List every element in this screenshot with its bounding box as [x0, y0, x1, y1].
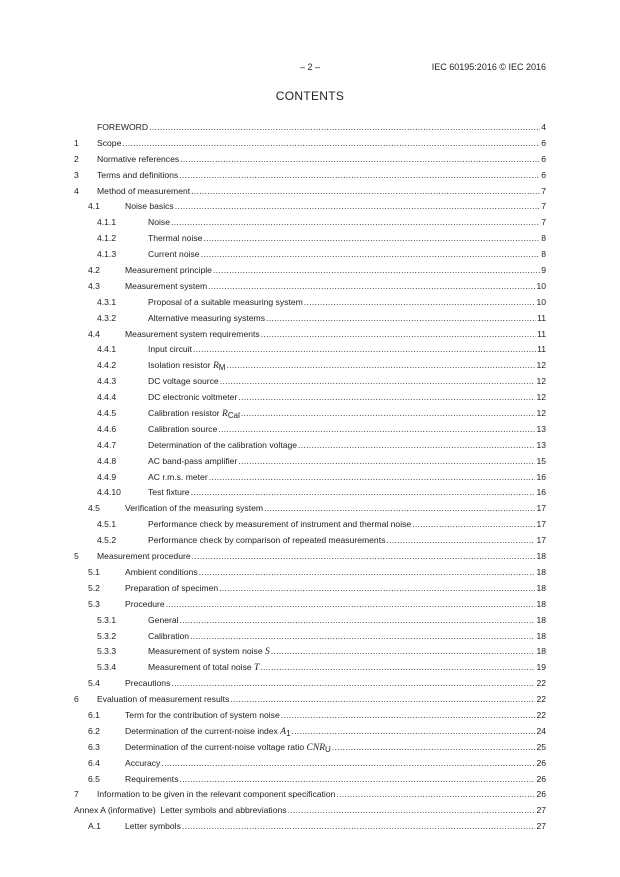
toc-title: Noise basics: [125, 201, 174, 212]
toc-page-number: 12: [536, 376, 546, 387]
dot-leader: [226, 360, 535, 370]
toc-entry[interactable]: [74, 821, 546, 837]
dot-leader: [161, 758, 535, 768]
toc-title: Accuracy: [125, 757, 161, 768]
toc-title: Measurement system requirements: [125, 328, 260, 339]
toc-page-number: 13: [536, 423, 546, 434]
toc-symbol: R: [212, 361, 219, 372]
toc-number: 6: [74, 694, 79, 705]
toc-page-number: 10: [536, 280, 546, 291]
toc-page-number: 7: [541, 185, 546, 196]
toc-number: 4.4.10: [97, 487, 121, 498]
dot-leader: [191, 186, 540, 196]
toc-number: 6.5: [88, 773, 100, 784]
toc-entry[interactable]: [74, 456, 546, 472]
toc-entry[interactable]: [74, 392, 546, 408]
toc-page-number: 10: [536, 296, 546, 307]
toc-title: Measurement principle: [125, 265, 212, 276]
toc-title: Determination of the current-noise voltage ratio $CNR_U$: [125, 741, 331, 754]
toc-entry[interactable]: [74, 472, 546, 488]
toc-number: 4.4.1: [97, 344, 117, 355]
dot-leader: [192, 551, 536, 561]
toc-page-number: 6: [541, 169, 546, 180]
toc-number: 4.1.2: [97, 233, 117, 244]
toc-title: Determination of the current-noise index $A_1$: [125, 725, 291, 738]
toc-entry[interactable]: [74, 344, 546, 360]
toc-number: 5.3: [88, 598, 100, 609]
toc-page-number: 25: [536, 741, 546, 752]
toc-number: 4.5.2: [97, 535, 117, 546]
toc-page-number: 17: [536, 519, 546, 530]
toc-entry[interactable]: [74, 503, 546, 519]
toc-page-number: 8: [541, 249, 546, 260]
toc-page-number: 19: [536, 662, 546, 673]
toc-title: DC electronic voltmeter: [148, 392, 238, 403]
toc-page-number: 24: [536, 725, 546, 736]
table-of-contents: [74, 122, 546, 837]
toc-entry[interactable]: [74, 122, 546, 138]
toc-number: 4.5: [88, 503, 100, 514]
toc-entry[interactable]: [74, 408, 546, 424]
toc-title: Terms and definitions: [97, 169, 179, 180]
toc-number: 4.3.2: [97, 312, 117, 323]
toc-title: Measurement procedure: [97, 551, 191, 562]
toc-title: Isolation resistor $R_M$: [148, 360, 226, 373]
toc-number: 5.4: [88, 678, 100, 689]
toc-number: 5.3.2: [97, 630, 117, 641]
toc-title: Normative references: [97, 153, 180, 164]
toc-title: Ambient conditions: [125, 566, 198, 577]
toc-page-number: 26: [536, 773, 546, 784]
toc-title: Measurement system: [125, 280, 208, 291]
toc-title: DC voltage source: [148, 376, 219, 387]
toc-entry[interactable]: [74, 424, 546, 440]
dot-leader: [298, 440, 535, 450]
toc-symbol-subscript: Cal: [227, 411, 240, 421]
toc-page-number: 4: [541, 122, 546, 132]
toc-entry[interactable]: [74, 694, 546, 710]
dot-leader: [288, 805, 536, 815]
toc-title: Determination of the calibration voltage: [148, 439, 298, 450]
toc-title: Annex A (informative) Letter symbols and abbreviations: [74, 805, 287, 816]
dot-leader: [266, 313, 536, 323]
toc-number: 5.3.3: [97, 646, 117, 657]
toc-title: Thermal noise: [148, 233, 203, 244]
toc-page-number: 18: [536, 614, 546, 625]
dot-leader: [199, 567, 536, 577]
toc-entry[interactable]: [74, 599, 546, 615]
toc-entry[interactable]: [74, 519, 546, 535]
toc-entry[interactable]: [74, 789, 546, 805]
toc-entry[interactable]: [74, 487, 546, 503]
toc-entry[interactable]: [74, 440, 546, 456]
toc-entry[interactable]: [74, 281, 546, 297]
toc-title: Scope: [97, 137, 122, 148]
toc-title: Precautions: [125, 678, 171, 689]
toc-title: Alternative measuring systems: [148, 312, 266, 323]
toc-page-number: 11: [537, 344, 546, 355]
dot-leader: [412, 519, 535, 529]
toc-entry[interactable]: [74, 678, 546, 694]
toc-page-number: 18: [536, 551, 546, 562]
toc-number: 4.4.8: [97, 455, 117, 466]
toc-symbol-subscript: M: [218, 363, 226, 373]
dot-leader: [191, 487, 536, 497]
toc-title: AC r.m.s. meter: [148, 471, 208, 482]
toc-number: 4.4: [88, 328, 100, 339]
toc-page-number: 7: [541, 201, 546, 212]
dot-leader: [171, 217, 540, 227]
toc-number: 4.1.1: [97, 217, 117, 228]
toc-symbol: T: [254, 663, 260, 674]
toc-title: Calibration: [148, 630, 190, 641]
toc-title: Verification of the measuring system: [125, 503, 264, 514]
dot-leader: [281, 710, 536, 720]
toc-entry[interactable]: [74, 631, 546, 647]
toc-title: Calibration source: [148, 423, 218, 434]
toc-page-number: 18: [536, 646, 546, 657]
toc-number: 1: [74, 137, 79, 148]
toc-number: 2: [74, 153, 79, 164]
toc-page-number: 16: [536, 471, 546, 482]
dot-leader: [180, 154, 540, 164]
dot-leader: [220, 376, 536, 386]
toc-title: Measurement of total noise T: [148, 662, 260, 674]
dot-leader: [238, 392, 535, 402]
toc-symbol: CNR: [306, 742, 326, 753]
toc-page-number: 11: [537, 328, 546, 339]
dot-leader: [193, 344, 536, 354]
toc-entry[interactable]: [74, 535, 546, 551]
toc-entry[interactable]: [74, 646, 546, 662]
toc-page-number: 22: [536, 709, 546, 720]
toc-number: 3: [74, 169, 79, 180]
toc-title: Noise: [148, 217, 170, 228]
toc-entry[interactable]: [74, 662, 546, 678]
toc-title: Procedure: [125, 598, 165, 609]
dot-leader: [190, 631, 535, 641]
toc-title: Information to be given in the relevant component specification: [97, 789, 336, 800]
dot-leader: [209, 472, 536, 482]
toc-symbol: S: [265, 647, 270, 658]
dot-leader: [179, 170, 540, 180]
toc-entry[interactable]: [74, 233, 546, 249]
dot-leader: [261, 329, 536, 339]
toc-number: 5: [74, 551, 79, 562]
dot-leader: [208, 281, 535, 291]
toc-title: Current noise: [148, 249, 200, 260]
toc-entry[interactable]: [74, 551, 546, 567]
dot-leader: [182, 821, 536, 831]
toc-number: 6.4: [88, 757, 100, 768]
toc-entry[interactable]: [74, 265, 546, 281]
dot-leader: [238, 456, 535, 466]
toc-entry[interactable]: [74, 313, 546, 329]
toc-page-number: 26: [536, 789, 546, 800]
toc-title: Evaluation of measurement results: [97, 694, 230, 705]
dot-leader: [175, 201, 541, 211]
toc-page-number: 6: [541, 153, 546, 164]
toc-entry[interactable]: [74, 217, 546, 233]
toc-number: 4.1: [88, 201, 100, 212]
toc-number: 4.4.2: [97, 360, 117, 371]
dot-leader: [230, 694, 535, 704]
toc-page-number: 7: [541, 217, 546, 228]
toc-number: 4.5.1: [97, 519, 117, 530]
toc-entry[interactable]: [74, 170, 546, 186]
toc-page-number: 16: [536, 487, 546, 498]
toc-number: 6.1: [88, 709, 100, 720]
dot-leader: [219, 583, 535, 593]
toc-entry[interactable]: [74, 774, 546, 790]
dot-leader: [241, 408, 536, 418]
standard-reference: IEC 60195:2016 © IEC 2016: [431, 62, 546, 72]
toc-entry[interactable]: [74, 297, 546, 313]
dot-leader: [180, 615, 536, 625]
toc-entry[interactable]: [74, 360, 546, 376]
toc-title: Measurement of system noise S: [148, 646, 270, 658]
dot-leader: [180, 774, 536, 784]
toc-title: Requirements: [125, 773, 179, 784]
toc-number: 4.4.3: [97, 376, 117, 387]
toc-title: FOREWORD: [97, 122, 149, 132]
dot-leader: [336, 789, 535, 799]
toc-number: A.1: [88, 821, 101, 832]
toc-page-number: 13: [536, 439, 546, 450]
dot-leader: [271, 646, 536, 656]
toc-title: Calibration resistor $R_{Cal}$: [148, 408, 240, 421]
toc-page-number: 8: [541, 233, 546, 244]
toc-title: Term for the contribution of system noise: [125, 709, 280, 720]
toc-title: Preparation of specimen: [125, 582, 219, 593]
toc-title: Test fixture: [148, 487, 190, 498]
dot-leader: [332, 742, 536, 752]
toc-entry[interactable]: [74, 201, 546, 217]
dot-leader: [149, 122, 540, 132]
toc-number: 5.2: [88, 582, 100, 593]
toc-entry[interactable]: [74, 615, 546, 631]
toc-number: 4.4.7: [97, 439, 117, 450]
toc-title: AC band-pass amplifier: [148, 455, 238, 466]
toc-page-number: 12: [536, 360, 546, 371]
dot-leader: [213, 265, 540, 275]
toc-page-number: 27: [536, 821, 546, 832]
dot-leader: [166, 599, 536, 609]
toc-number: 4.2: [88, 265, 100, 276]
toc-symbol-subscript: U: [325, 744, 331, 754]
toc-entry[interactable]: [74, 726, 546, 742]
toc-entry[interactable]: [74, 376, 546, 392]
toc-number: 4.4.6: [97, 423, 117, 434]
toc-title: Performance check by measurement of instrument and thermal noise: [148, 519, 412, 530]
toc-title: Performance check by comparison of repeated measurements: [148, 535, 386, 546]
dot-leader: [292, 726, 536, 736]
toc-entry[interactable]: [74, 567, 546, 583]
toc-number: 6.3: [88, 741, 100, 752]
toc-entry[interactable]: [74, 583, 546, 599]
toc-entry[interactable]: [74, 138, 546, 154]
dot-leader: [203, 233, 540, 243]
toc-symbol: A: [280, 726, 287, 737]
toc-page-number: 18: [536, 630, 546, 641]
toc-page-number: 12: [536, 408, 546, 419]
toc-number: 4.4.9: [97, 471, 117, 482]
toc-page-number: 9: [541, 265, 546, 276]
toc-number: 4.4.4: [97, 392, 117, 403]
toc-number: 7: [74, 789, 79, 800]
toc-page-number: 18: [536, 566, 546, 577]
toc-number: 4: [74, 185, 79, 196]
toc-title: Input circuit: [148, 344, 192, 355]
dot-leader: [171, 678, 535, 688]
dot-leader: [264, 503, 535, 513]
dot-leader: [218, 424, 535, 434]
page-number: – 2 –: [299, 62, 321, 72]
toc-page-number: 18: [536, 582, 546, 593]
toc-symbol: R: [222, 409, 228, 420]
toc-entry[interactable]: [74, 758, 546, 774]
toc-title: Letter symbols: [125, 821, 181, 832]
toc-page-number: 6: [541, 137, 546, 148]
toc-title: Method of measurement: [97, 185, 191, 196]
toc-page-number: 22: [536, 678, 546, 689]
toc-number: 5.1: [88, 566, 100, 577]
dot-leader: [201, 249, 541, 259]
toc-title: Proposal of a suitable measuring system: [148, 296, 303, 307]
toc-entry[interactable]: [74, 186, 546, 202]
toc-number: 5.3.4: [97, 662, 117, 673]
toc-page-number: 17: [536, 535, 546, 546]
toc-page-number: 11: [537, 312, 546, 323]
toc-number: 6.2: [88, 725, 100, 736]
dot-leader: [122, 138, 540, 148]
contents-heading: CONTENTS: [275, 89, 345, 103]
toc-number: 4.4.5: [97, 408, 117, 419]
toc-entry[interactable]: [74, 154, 546, 170]
toc-title: General: [148, 614, 179, 625]
dot-leader: [260, 662, 535, 672]
toc-page-number: 12: [536, 392, 546, 403]
toc-entry[interactable]: [74, 249, 546, 265]
toc-number: 4.3.1: [97, 296, 117, 307]
toc-number: 4.3: [88, 280, 100, 291]
dot-leader: [304, 297, 536, 307]
toc-page-number: 27: [536, 805, 546, 816]
toc-page-number: 26: [536, 757, 546, 768]
toc-number: 4.1.3: [97, 249, 117, 260]
toc-entry[interactable]: [74, 805, 546, 821]
toc-entry[interactable]: [74, 742, 546, 758]
dot-leader: [386, 535, 535, 545]
toc-page-number: 17: [536, 503, 546, 514]
toc-entry[interactable]: [74, 329, 546, 345]
toc-entry[interactable]: [74, 710, 546, 726]
toc-page-number: 15: [536, 455, 546, 466]
toc-number: 5.3.1: [97, 614, 117, 625]
toc-symbol-subscript: 1: [286, 728, 291, 738]
toc-page-number: 18: [536, 598, 546, 609]
toc-page-number: 22: [536, 694, 546, 705]
